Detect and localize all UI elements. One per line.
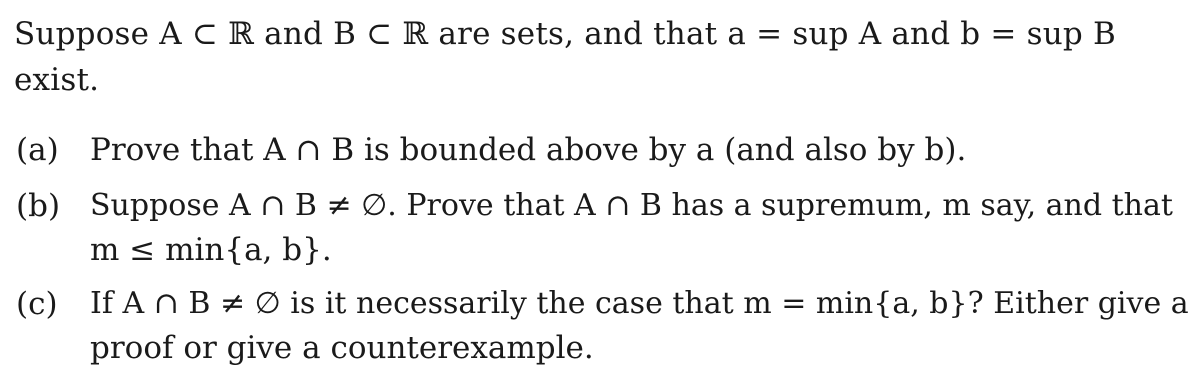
part-b-text-line-1: Suppose A ∩ B ≠ ∅. Prove that A ∩ B has a supremum, m say, and that [90, 188, 1173, 223]
part-c-text-line-2: proof or give a counterexample. [90, 330, 594, 366]
intro-line-1: Suppose A ⊂ ℝ and B ⊂ ℝ are sets, and that a = sup A and b = sup B [14, 16, 1116, 52]
part-c-text-line-1: If A ∩ B ≠ ∅ is it necessarily the case that m = min{a, b}? Either give a [90, 286, 1189, 321]
part-c [0, 284, 1200, 374]
part-a-text: Prove that A ∩ B is bounded above by a (and also by b). [90, 132, 967, 168]
intro-line-2: exist. [14, 62, 100, 98]
part-b-text-line-2: m ≤ min{a, b}. [90, 232, 332, 268]
part-c-label: (c) [16, 286, 58, 322]
part-b [0, 186, 1200, 276]
part-b-label: (b) [16, 188, 61, 224]
part-a-label: (a) [16, 132, 59, 168]
